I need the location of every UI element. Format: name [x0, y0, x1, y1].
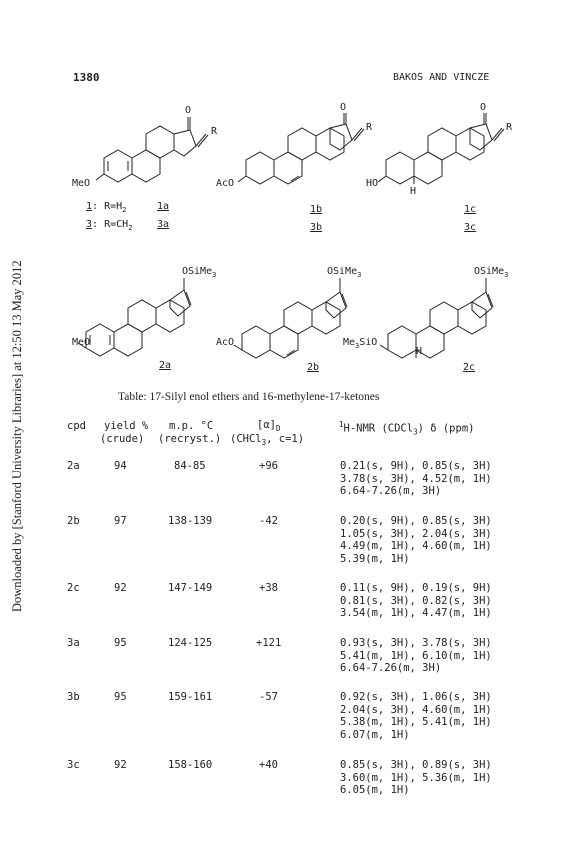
cell-mp: 84-85 — [174, 460, 206, 472]
superscript: 1 — [339, 420, 344, 429]
cell-mp: 138-139 — [168, 515, 213, 527]
cell-mp: 159-161 — [168, 691, 213, 703]
nmr-line: 3.54(m, 1H), 4.47(m, 1H) — [340, 607, 492, 619]
subscript: 3 — [355, 342, 360, 350]
compound-code-2b: 2b — [307, 362, 320, 373]
download-notice: Downloaded by [Stanford University Libraries] at 12:50 13 May 2012 — [10, 260, 24, 612]
nmr-line: 4.49(m, 1H), 4.60(m, 1H) — [340, 540, 492, 552]
cell-cpd: 2b — [67, 515, 80, 527]
compound-code-1b: 1b — [310, 204, 323, 215]
cell-nmr — [340, 582, 492, 620]
cell-yield: 97 — [114, 515, 127, 527]
subscript: D — [275, 424, 281, 434]
header-mp-sub: (recryst.) — [158, 433, 222, 445]
r-label: R — [211, 126, 218, 137]
compound-code-3a: 3a — [157, 219, 170, 230]
acetoxy-label: AcO — [216, 337, 235, 348]
cell-nmr — [340, 759, 492, 797]
compound-code-2a: 2a — [159, 360, 172, 371]
compound-number: 1 — [86, 201, 93, 212]
structure-1-drawing — [96, 117, 208, 182]
nmr-line: 0.93(s, 3H), 3.78(s, 3H) — [340, 637, 492, 649]
nmr-line: 0.11(s, 9H), 0.19(s, 9H) — [340, 582, 492, 594]
cell-yield: 92 — [114, 582, 127, 594]
hydrogen-label: H — [410, 186, 417, 197]
cell-cpd: 3a — [67, 637, 80, 649]
methoxy-label: MeO — [72, 178, 91, 189]
nmr-line: 0.81(s, 3H), 0.82(s, 3H) — [340, 594, 492, 607]
nmr-line: 3.78(s, 3H), 4.52(m, 1H) — [340, 472, 492, 485]
cell-cpd: 2c — [67, 582, 80, 594]
methoxy-label: MeO — [72, 337, 91, 348]
header-mp: m.p. °C — [169, 420, 214, 432]
table-caption: Table: 17-Silyl enol ethers and 16-methylene-17-ketones — [118, 391, 380, 403]
cell-alpha: +40 — [259, 759, 278, 771]
hydroxy-label: HO — [366, 178, 379, 189]
alpha-symbol: [α] — [257, 419, 276, 431]
cell-cpd: 3c — [67, 759, 80, 771]
cell-yield: 92 — [114, 759, 127, 771]
compound-code-3c: 3c — [464, 222, 477, 233]
header-yield-sub: (crude) — [100, 433, 145, 445]
compound-code-1c: 1c — [464, 204, 477, 215]
subscript: 3 — [357, 271, 362, 279]
structure-2c-drawing — [380, 278, 493, 358]
nmr-line: 6.64-7.26(m, 3H) — [340, 485, 442, 497]
nmr-line: 0.20(s, 9H), 0.85(s, 3H) — [340, 515, 492, 527]
cell-alpha: -57 — [259, 691, 278, 703]
oxygen-label: O — [340, 102, 347, 113]
oxygen-label: O — [480, 102, 487, 113]
nmr-line: 5.39(m, 1H) — [340, 552, 410, 565]
nmr-line: 6.64-7.26(m, 3H) — [340, 662, 442, 674]
nmr-text: H-NMR (CDCl — [343, 422, 414, 435]
running-head-authors: BAKOS AND VINCZE — [393, 72, 490, 83]
sio-text: SiO — [359, 337, 378, 348]
r-label: R — [506, 122, 513, 133]
osime-text: OSiMe — [474, 266, 505, 277]
cell-yield: 95 — [114, 637, 127, 649]
compound-number: 3 — [86, 219, 93, 230]
me-text: Me — [343, 337, 356, 348]
cell-alpha: +96 — [259, 460, 278, 472]
nmr-line: 2.04(s, 3H), 4.60(m, 1H) — [340, 703, 492, 716]
cell-nmr — [340, 460, 492, 498]
osime-text: OSiMe — [327, 266, 358, 277]
hydrogen-label: H — [416, 346, 423, 357]
cell-yield: 95 — [114, 691, 127, 703]
cell-yield: 94 — [114, 460, 127, 472]
cell-alpha: -42 — [259, 515, 278, 527]
compound-code-2c: 2c — [463, 362, 476, 373]
oxygen-label: O — [185, 105, 192, 116]
cell-cpd: 2a — [67, 460, 80, 472]
compound-def: : R=CH — [92, 219, 129, 230]
cell-mp: 158-160 — [168, 759, 213, 771]
cell-mp: 147-149 — [168, 582, 213, 594]
header-cpd: cpd — [67, 420, 86, 432]
nmr-text-end: ) δ (ppm) — [417, 422, 475, 435]
nmr-line: 5.38(m, 1H), 5.41(m, 1H) — [340, 716, 492, 728]
nmr-line: 0.21(s, 9H), 0.85(s, 3H) — [340, 460, 492, 472]
structure-2-drawing — [238, 113, 364, 184]
cell-cpd: 3b — [67, 691, 80, 703]
cell-nmr — [340, 515, 492, 565]
compound-list-1 — [86, 201, 126, 214]
nmr-line: 5.41(m, 1H), 6.10(m, 1H) — [340, 649, 492, 662]
compound-code-1a: 1a — [157, 201, 170, 212]
solvent-text: (CHCl — [230, 433, 262, 445]
structure-3-drawing — [378, 113, 504, 184]
compound-def: : R=H — [92, 201, 123, 212]
cell-alpha: +38 — [259, 582, 278, 594]
trimethylsilyloxy-label — [343, 337, 377, 350]
subscript: 2 — [122, 206, 127, 214]
nmr-line: 1.05(s, 3H), 2.04(s, 3H) — [340, 527, 492, 540]
compound-list-3 — [86, 219, 132, 232]
cell-mp: 124-125 — [168, 637, 213, 649]
cell-nmr — [340, 691, 492, 741]
r-label: R — [366, 122, 373, 133]
osime-text: OSiMe — [182, 266, 213, 277]
subscript: 3 — [261, 438, 267, 448]
conc-text: , c=1) — [266, 433, 305, 445]
nmr-line: 0.92(s, 3H), 1.06(s, 3H) — [340, 691, 492, 703]
osime3-label — [327, 266, 361, 279]
structure-2a-drawing — [78, 278, 191, 356]
acetoxy-label: AcO — [216, 178, 235, 189]
compound-code-3b: 3b — [310, 222, 323, 233]
subscript: 3 — [413, 427, 418, 437]
header-alpha — [257, 419, 280, 433]
cell-alpha: +121 — [256, 637, 282, 649]
header-yield: yield % — [104, 420, 149, 432]
osime3-label — [474, 266, 508, 279]
subscript: 3 — [504, 271, 509, 279]
header-nmr — [339, 420, 474, 437]
nmr-line: 0.85(s, 3H), 0.89(s, 3H) — [340, 759, 492, 771]
nmr-line: 6.05(m, 1H) — [340, 784, 410, 796]
header-alpha-sub — [230, 433, 304, 447]
subscript: 3 — [212, 271, 217, 279]
osime3-label — [182, 266, 216, 279]
nmr-line: 6.07(m, 1H) — [340, 728, 410, 741]
subscript: 2 — [128, 224, 133, 232]
cell-nmr — [340, 637, 492, 675]
nmr-line: 3.60(m, 1H), 5.36(m, 1H) — [340, 771, 492, 784]
page-number: 1380 — [73, 71, 100, 84]
structure-2b-drawing — [234, 278, 347, 358]
